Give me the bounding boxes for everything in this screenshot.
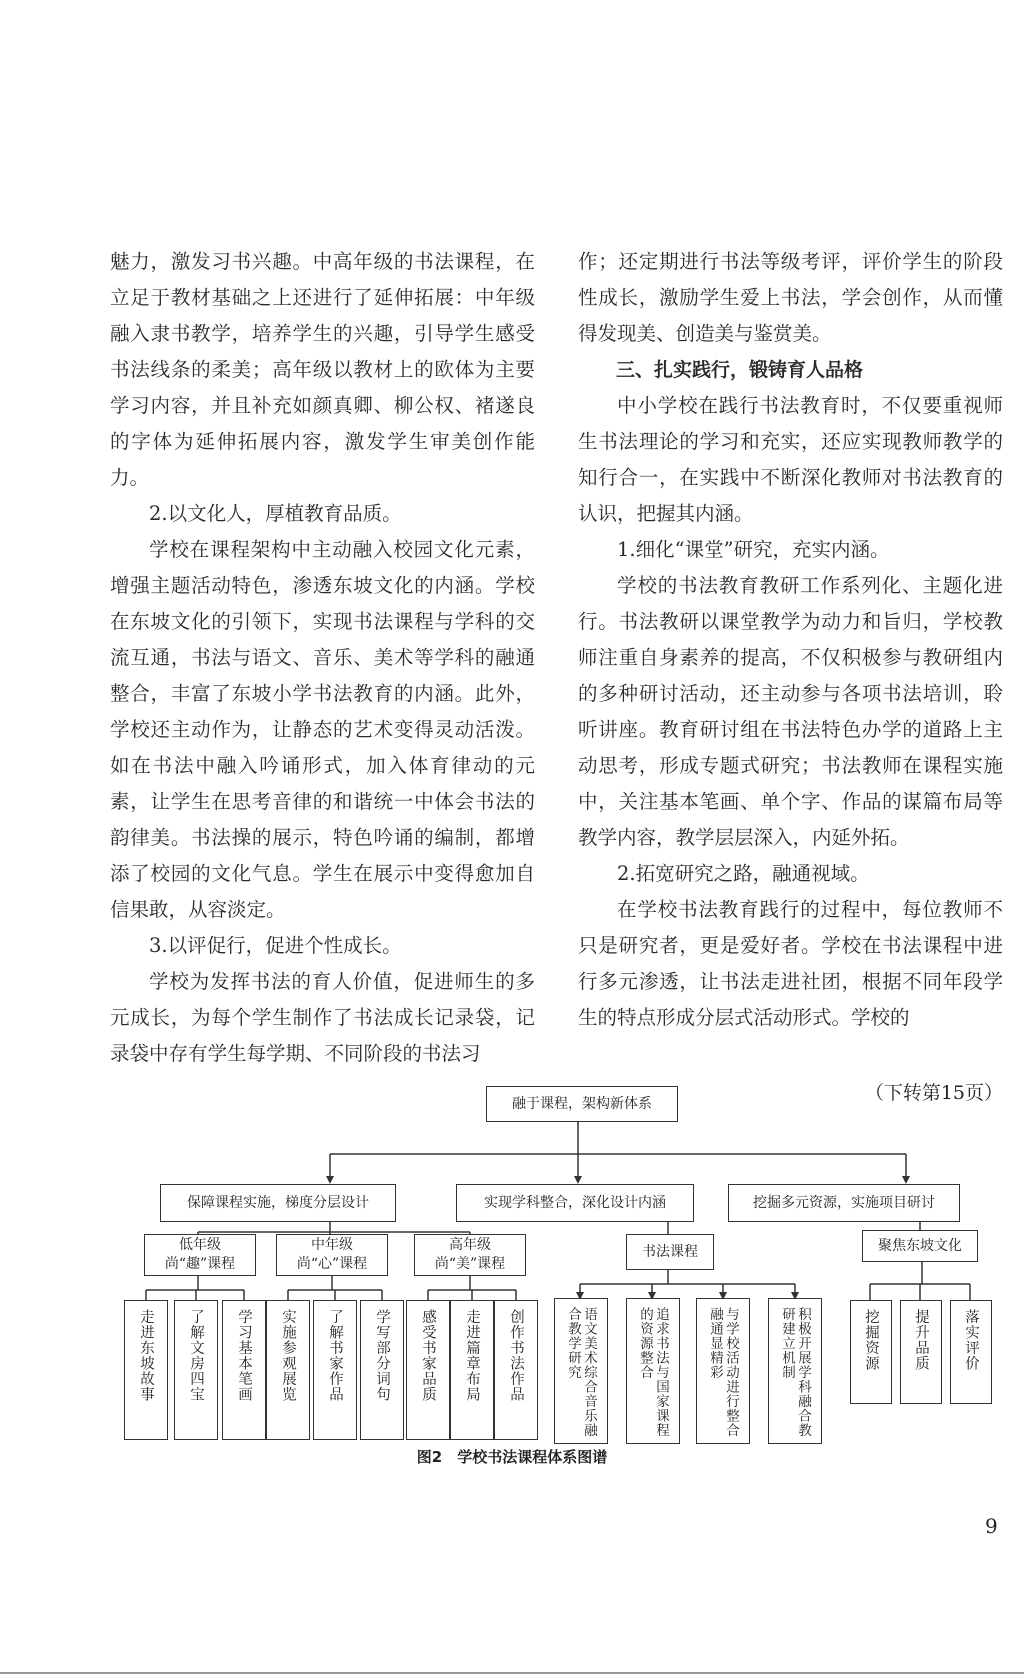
left-column-paragraph: 2.以文化人，厚植教育品质。 (149, 502, 402, 525)
left-text-column (110, 244, 535, 1072)
bottom-divider (0, 1672, 1024, 1674)
figure-caption: 图2 学校书法课程体系图谱 (416, 1448, 608, 1466)
diagram-calligraphy-course: 书法课程 (626, 1234, 714, 1270)
diagram-grade-mid: 中年级 尚“心”课程 (276, 1234, 388, 1276)
left-column-paragraph: 魅力，激发习书兴趣。中高年级的书法课程，在立足于教材基础之上还进行了延伸拓展：中年级融入隶书教学，培养学生的兴趣，引导学生感受书法线条的柔美；高年级以教材上的欧体为主要学习内容，并且补充如颜真卿、柳公权、褚遂良的字体为延伸拓展内容，激发学生审美创作能力。 (110, 250, 535, 489)
diagram-leaf-label: 了解书家作品 (327, 1309, 343, 1402)
diagram-leaf-label: 走进篇章布局 (464, 1309, 480, 1402)
right-column-paragraph: 2.拓宽研究之路，融通视域。 (617, 862, 870, 885)
diagram-leaf-label: 追求书法与国家课程的资源整合 (637, 1307, 669, 1438)
diagram-root: 融于课程，架构新体系 (486, 1086, 678, 1122)
diagram-leaves-course-box (626, 1298, 680, 1444)
diagram-leaves-course-box (554, 1298, 608, 1444)
diagram-leaf-label: 与学校活动进行整合融通显精彩 (707, 1307, 739, 1438)
right-column-paragraph: 在学校书法教育践行的过程中，每位教师不只是研究者，更是爱好者。学校在书法课程中进行多元渗透，让书法走进社团，根据不同年段学生的特点形成分层式活动形式。学校的 (578, 898, 1003, 1029)
diagram-leaves-dongpo-box (950, 1300, 992, 1404)
diagram-leaves-high-box (494, 1300, 538, 1440)
right-column-paragraph: 1.细化“课堂”研究，充实内涵。 (617, 538, 890, 561)
diagram-leaves-low-box (174, 1300, 218, 1440)
diagram-leaves-low-box (124, 1300, 168, 1440)
diagram-leaf-label: 语文美术综合音乐融合教学研究 (565, 1307, 597, 1438)
right-column-paragraph: 作；还定期进行书法等级考评，评价学生的阶段性成长，激励学生爱上书法，学会创作，从而懂得发现美、创造美与鉴赏美。 (578, 250, 1003, 345)
diagram-leaf-label: 学习基本笔画 (236, 1309, 252, 1402)
continued-note: （下转第15页） (864, 1082, 1003, 1104)
diagram-leaf-label: 实施参观展览 (280, 1309, 296, 1402)
diagram-grade-high: 高年级 尚“美”课程 (414, 1234, 526, 1276)
diagram-leaf-label: 了解文房四宝 (188, 1309, 204, 1402)
right-column-paragraph: 中小学校在践行书法教育时，不仅要重视师生书法理论的学习和充实，还应实现教师教学的知行合一，在实践中不断深化教师对书法教育的认识，把握其内涵。 (578, 394, 1003, 525)
left-column-paragraph: 学校为发挥书法的育人价值，促进师生的多元成长，为每个学生制作了书法成长记录袋，记录袋中存有学生每学期、不同阶段的书法习 (110, 970, 535, 1065)
diagram-leaves-dongpo-box (900, 1300, 942, 1404)
diagram-level1-1: 实现学科整合，深化设计内涵 (456, 1184, 694, 1222)
left-column-paragraph: 学校在课程架构中主动融入校园文化元素，增强主题活动特色，渗透东坡文化的内涵。学校在东坡文化的引领下，实现书法课程与学科的交流互通，书法与语文、音乐、美术等学科的融通整合，丰富了东坡小学书法教育的内涵。此外，学校还主动作为，让静态的艺术变得灵动活泼。如在书法中融入吟诵形式，加入体育律动的元素，让学生在思考音律的和谐统一中体会书法的韵律美。书法操的展示，特色吟诵的编制，都增添了校园的文化气息。学生在展示中变得愈加自信果敢，从容淡定。 (110, 538, 535, 921)
diagram-grade-low: 低年级 尚“趣”课程 (144, 1234, 256, 1276)
diagram-leaf-label: 学写部分词句 (374, 1309, 390, 1402)
diagram-level1-0: 保障课程实施，梯度分层设计 (160, 1184, 396, 1222)
diagram-leaves-low-box (222, 1300, 266, 1440)
right-column-paragraph: 学校的书法教育教研工作系列化、主题化进行。书法教研以课堂教学为动力和旨归，学校教师注重自身素养的提高，不仅积极参与教研组内的多种研讨活动，还主动参与各项书法培训，聆听讲座。教育研讨组在书法特色办学的道路上主动思考，形成专题式研究；书法教师在课程实施中，关注基本笔画、单个字、作品的谋篇布局等教学内容，教学层层深入，内延外拓。 (578, 574, 1003, 849)
diagram-leaves-high-box (450, 1300, 494, 1440)
diagram-leaf-label: 感受书家品质 (420, 1309, 436, 1402)
diagram-leaves-mid-box (266, 1300, 310, 1440)
diagram-leaves-course-box (696, 1298, 750, 1444)
diagram-leaf-label: 提升品质 (913, 1309, 929, 1371)
right-text-column (578, 244, 1003, 1036)
diagram-leaves-mid-box (360, 1300, 404, 1440)
diagram-leaf-label: 落实评价 (963, 1309, 979, 1371)
diagram-leaf-label: 挖掘资源 (863, 1309, 879, 1371)
diagram-leaf-label: 走进东坡故事 (138, 1309, 154, 1402)
page-number: 9 (985, 1514, 998, 1538)
diagram-leaf-label: 创作书法作品 (508, 1309, 524, 1402)
diagram-level1-2: 挖掘多元资源，实施项目研讨 (728, 1184, 960, 1222)
diagram-leaf-label: 积极开展学科融合教研建立机制 (779, 1307, 811, 1438)
diagram-leaves-course-box (768, 1298, 822, 1444)
diagram-leaves-dongpo-box (850, 1300, 892, 1404)
diagram-leaves-mid-box (313, 1300, 357, 1440)
right-column-paragraph: 三、扎实践行，锻铸育人品格 (616, 359, 864, 381)
diagram-dongpo-culture: 聚焦东坡文化 (862, 1230, 978, 1262)
left-column-paragraph: 3.以评促行，促进个性成长。 (149, 934, 402, 957)
diagram-leaves-high-box (406, 1300, 450, 1440)
